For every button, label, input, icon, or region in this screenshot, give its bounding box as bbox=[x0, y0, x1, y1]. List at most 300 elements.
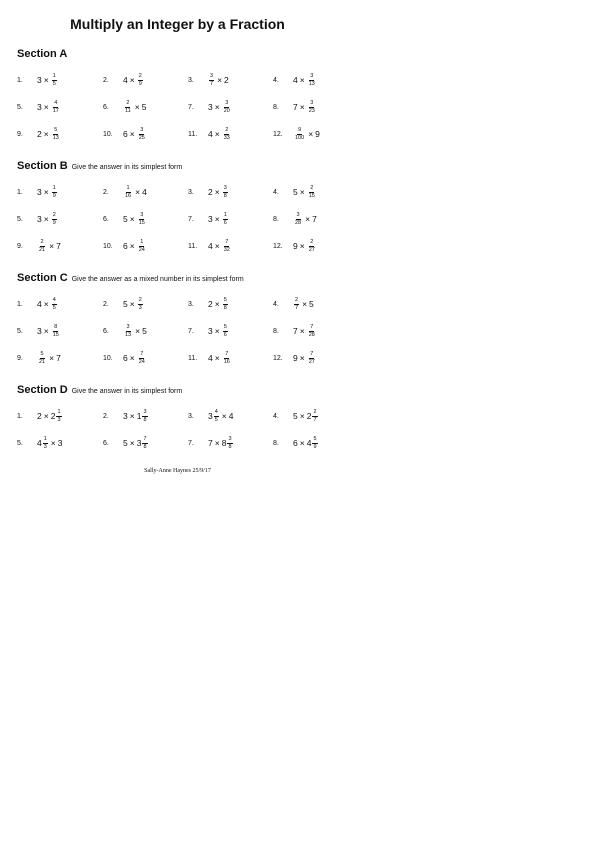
question-number: 10. bbox=[103, 130, 113, 138]
question-item bbox=[17, 95, 101, 119]
whole-number: 3 bbox=[208, 214, 213, 224]
question-item bbox=[188, 292, 272, 316]
fraction bbox=[223, 127, 231, 142]
times-sign: × bbox=[308, 129, 314, 139]
whole-number: 9 bbox=[293, 353, 298, 363]
denominator: 5 bbox=[52, 304, 56, 311]
denominator: 8 bbox=[143, 416, 147, 423]
times-sign: × bbox=[135, 326, 141, 336]
fraction bbox=[312, 409, 317, 424]
question-expression bbox=[293, 324, 317, 339]
denominator: 13 bbox=[125, 331, 132, 338]
question-expression bbox=[208, 73, 229, 88]
question-item bbox=[17, 346, 101, 370]
times-sign: × bbox=[214, 326, 220, 336]
question-item bbox=[188, 319, 272, 343]
numerator: 5 bbox=[54, 126, 58, 133]
question-number: 11. bbox=[188, 130, 198, 138]
numerator: 4 bbox=[214, 408, 218, 415]
fraction bbox=[223, 297, 228, 312]
times-sign: × bbox=[214, 438, 220, 448]
times-sign: × bbox=[129, 411, 135, 421]
whole-number: 2 bbox=[50, 411, 56, 421]
whole-number: 5 bbox=[293, 187, 298, 197]
numerator: 7 bbox=[310, 323, 314, 330]
question-number: 4. bbox=[273, 188, 279, 196]
denominator: 33 bbox=[223, 134, 230, 141]
times-sign: × bbox=[217, 75, 223, 85]
question-expression bbox=[293, 436, 319, 451]
times-sign: × bbox=[299, 353, 305, 363]
times-sign: × bbox=[50, 438, 56, 448]
numerator: 1 bbox=[140, 238, 144, 245]
question-number: 4. bbox=[273, 412, 279, 420]
fraction bbox=[52, 185, 57, 200]
question-item bbox=[103, 292, 187, 316]
fraction bbox=[38, 351, 46, 366]
numerator: 8 bbox=[54, 323, 58, 330]
question-item bbox=[273, 404, 357, 428]
question-number: 2. bbox=[103, 188, 109, 196]
question-number: 7. bbox=[188, 327, 194, 335]
question-expression bbox=[208, 100, 232, 115]
denominator: 3 bbox=[57, 416, 61, 423]
numerator: 5 bbox=[223, 323, 227, 330]
numerator: 1 bbox=[57, 408, 61, 415]
times-sign: × bbox=[43, 129, 49, 139]
denominator: 27 bbox=[308, 358, 315, 365]
question-item bbox=[103, 95, 187, 119]
times-sign: × bbox=[214, 353, 220, 363]
question-item bbox=[273, 122, 357, 146]
whole-number: 4 bbox=[306, 438, 312, 448]
denominator: 16 bbox=[125, 192, 132, 199]
question-expression bbox=[123, 239, 147, 254]
question-number: 3. bbox=[188, 188, 194, 196]
times-sign: × bbox=[299, 411, 305, 421]
question-expression bbox=[123, 324, 147, 339]
denominator: 6 bbox=[223, 219, 227, 226]
question-item bbox=[103, 431, 187, 455]
denominator: 17 bbox=[52, 107, 59, 114]
section-name: Section C bbox=[17, 272, 68, 284]
whole-number: 4 bbox=[208, 241, 213, 251]
denominator: 11 bbox=[125, 107, 131, 114]
denominator: 23 bbox=[308, 107, 315, 114]
denominator: 28 bbox=[295, 219, 302, 226]
question-number: 9. bbox=[17, 354, 23, 362]
question-item bbox=[273, 180, 357, 204]
question-expression bbox=[37, 409, 63, 424]
question-item bbox=[17, 207, 101, 231]
denominator: 15 bbox=[138, 219, 145, 226]
denominator: 8 bbox=[223, 192, 227, 199]
fraction bbox=[142, 436, 147, 451]
question-number: 6. bbox=[103, 327, 109, 335]
question-item bbox=[17, 122, 101, 146]
question-expression bbox=[293, 212, 317, 227]
whole-number: 4 bbox=[142, 187, 147, 197]
fraction bbox=[142, 409, 147, 424]
denominator: 100 bbox=[295, 134, 305, 141]
question-number: 5. bbox=[17, 327, 23, 335]
denominator: 9 bbox=[52, 192, 56, 199]
whole-number: 9 bbox=[293, 241, 298, 251]
question-item bbox=[273, 346, 357, 370]
whole-number: 4 bbox=[37, 299, 42, 309]
question-number: 1. bbox=[17, 188, 23, 196]
fraction bbox=[308, 351, 316, 366]
question-item bbox=[17, 234, 101, 258]
question-expression bbox=[123, 73, 144, 88]
numerator: 1 bbox=[126, 184, 130, 191]
question-item bbox=[103, 207, 187, 231]
section-name: Section D bbox=[17, 384, 68, 396]
times-sign: × bbox=[214, 102, 220, 112]
question-item bbox=[188, 180, 272, 204]
whole-number: 3 bbox=[208, 326, 213, 336]
question-number: 12. bbox=[273, 130, 283, 138]
numerator: 2 bbox=[126, 99, 130, 106]
numerator: 5 bbox=[223, 296, 227, 303]
whole-number: 4 bbox=[123, 75, 128, 85]
fraction bbox=[52, 297, 57, 312]
question-expression bbox=[208, 239, 232, 254]
denominator: 24 bbox=[138, 246, 145, 253]
fraction bbox=[56, 409, 61, 424]
question-expression bbox=[293, 351, 317, 366]
whole-number: 3 bbox=[37, 102, 42, 112]
times-sign: × bbox=[129, 438, 135, 448]
question-number: 6. bbox=[103, 439, 109, 447]
whole-number: 4 bbox=[228, 411, 234, 421]
question-expression bbox=[123, 436, 149, 451]
fraction bbox=[138, 239, 146, 254]
denominator: 3 bbox=[138, 304, 142, 311]
numerator: 3 bbox=[225, 99, 229, 106]
whole-number: 3 bbox=[208, 411, 213, 421]
denominator: 16 bbox=[223, 358, 230, 365]
fraction bbox=[308, 73, 316, 88]
question-expression bbox=[293, 185, 317, 200]
question-number: 1. bbox=[17, 76, 23, 84]
whole-number: 2 bbox=[306, 411, 312, 421]
whole-number: 3 bbox=[123, 411, 128, 421]
numerator: 3 bbox=[140, 211, 144, 218]
whole-number: 6 bbox=[123, 353, 128, 363]
section-d bbox=[17, 380, 577, 450]
fraction bbox=[43, 436, 48, 451]
times-sign: × bbox=[43, 187, 49, 197]
fraction bbox=[223, 100, 231, 115]
section-name: Section B bbox=[17, 160, 68, 172]
whole-number: 7 bbox=[56, 241, 61, 251]
fraction bbox=[294, 212, 302, 227]
whole-number: 5 bbox=[141, 102, 147, 112]
denominator: 15 bbox=[308, 192, 315, 199]
times-sign: × bbox=[299, 438, 305, 448]
question-expression bbox=[208, 297, 229, 312]
whole-number: 4 bbox=[37, 438, 42, 448]
question-number: 8. bbox=[273, 215, 279, 223]
times-sign: × bbox=[305, 214, 311, 224]
times-sign: × bbox=[214, 299, 220, 309]
denominator: 13 bbox=[308, 80, 315, 87]
question-number: 4. bbox=[273, 76, 279, 84]
fraction bbox=[52, 100, 60, 115]
question-expression bbox=[37, 436, 63, 451]
question-number: 12. bbox=[273, 354, 283, 362]
question-expression bbox=[123, 297, 144, 312]
fraction bbox=[52, 127, 60, 142]
denominator: 6 bbox=[223, 331, 227, 338]
section-c bbox=[17, 268, 577, 365]
whole-number: 5 bbox=[123, 299, 128, 309]
question-expression bbox=[37, 297, 58, 312]
times-sign: × bbox=[43, 102, 49, 112]
question-number: 7. bbox=[188, 439, 194, 447]
numerator: 3 bbox=[296, 211, 300, 218]
section-instruction: Give the answer as a mixed number in its simplest form bbox=[71, 276, 244, 283]
question-expression bbox=[293, 239, 317, 254]
denominator: 8 bbox=[223, 304, 227, 311]
whole-number: 7 bbox=[208, 438, 213, 448]
numerator: 2 bbox=[138, 296, 142, 303]
fraction bbox=[209, 73, 214, 88]
whole-number: 5 bbox=[123, 214, 128, 224]
question-number: 8. bbox=[273, 439, 279, 447]
denominator: 24 bbox=[138, 358, 145, 365]
fraction bbox=[138, 351, 146, 366]
times-sign: × bbox=[299, 326, 305, 336]
section-heading bbox=[17, 268, 577, 286]
numerator: 2 bbox=[138, 72, 142, 79]
whole-number: 5 bbox=[293, 411, 298, 421]
times-sign: × bbox=[299, 187, 305, 197]
times-sign: × bbox=[129, 241, 135, 251]
question-item bbox=[273, 95, 357, 119]
times-sign: × bbox=[221, 411, 227, 421]
whole-number: 2 bbox=[208, 299, 213, 309]
numerator: 2 bbox=[295, 296, 299, 303]
question-number: 11. bbox=[188, 242, 198, 250]
fraction bbox=[124, 185, 132, 200]
denominator: 5 bbox=[214, 416, 218, 423]
numerator: 3 bbox=[228, 435, 232, 442]
question-expression bbox=[293, 127, 320, 142]
question-item bbox=[188, 234, 272, 258]
question-item bbox=[103, 180, 187, 204]
numerator: 1 bbox=[43, 435, 47, 442]
fraction bbox=[138, 297, 143, 312]
whole-number: 3 bbox=[37, 187, 42, 197]
question-number: 6. bbox=[103, 215, 109, 223]
question-item bbox=[188, 68, 272, 92]
numerator: 7 bbox=[140, 350, 144, 357]
times-sign: × bbox=[129, 75, 135, 85]
section-heading bbox=[17, 44, 577, 62]
whole-number: 3 bbox=[37, 75, 42, 85]
fraction bbox=[223, 239, 231, 254]
numerator: 5 bbox=[40, 350, 44, 357]
times-sign: × bbox=[214, 214, 220, 224]
whole-number: 1 bbox=[136, 411, 142, 421]
numerator: 3 bbox=[126, 323, 130, 330]
question-item bbox=[17, 319, 101, 343]
times-sign: × bbox=[214, 187, 220, 197]
question-expression bbox=[37, 324, 61, 339]
numerator: 1 bbox=[52, 184, 56, 191]
whole-number: 2 bbox=[37, 411, 42, 421]
question-expression bbox=[208, 351, 232, 366]
fraction bbox=[52, 324, 60, 339]
numerator: 3 bbox=[310, 72, 314, 79]
numerator: 1 bbox=[223, 211, 227, 218]
question-item bbox=[17, 180, 101, 204]
question-item bbox=[273, 234, 357, 258]
question-number: 2. bbox=[103, 76, 109, 84]
times-sign: × bbox=[43, 299, 49, 309]
question-number: 10. bbox=[103, 354, 113, 362]
question-item bbox=[273, 319, 357, 343]
whole-number: 9 bbox=[315, 129, 320, 139]
times-sign: × bbox=[134, 102, 140, 112]
question-number: 9. bbox=[17, 242, 23, 250]
fraction bbox=[223, 351, 231, 366]
section-b bbox=[17, 156, 577, 253]
question-number: 1. bbox=[17, 412, 23, 420]
question-expression bbox=[293, 297, 314, 312]
question-expression bbox=[208, 409, 234, 424]
numerator: 4 bbox=[54, 99, 58, 106]
denominator: 27 bbox=[308, 246, 315, 253]
author-credit: Sally-Anne Haynes 25/9/17 bbox=[144, 468, 211, 474]
question-item bbox=[273, 68, 357, 92]
fraction bbox=[308, 185, 316, 200]
denominator: 32 bbox=[223, 246, 230, 253]
question-number: 3. bbox=[188, 300, 194, 308]
question-expression bbox=[37, 239, 61, 254]
section-heading bbox=[17, 156, 577, 174]
times-sign: × bbox=[129, 299, 135, 309]
fraction bbox=[308, 239, 316, 254]
fraction bbox=[223, 212, 228, 227]
denominator: 7 bbox=[210, 80, 214, 87]
whole-number: 8 bbox=[221, 438, 227, 448]
question-item bbox=[188, 431, 272, 455]
whole-number: 6 bbox=[293, 438, 298, 448]
denominator: 7 bbox=[313, 416, 317, 423]
fraction bbox=[124, 324, 132, 339]
question-number: 5. bbox=[17, 439, 23, 447]
fraction bbox=[294, 127, 305, 142]
fraction bbox=[308, 100, 316, 115]
numerator: 9 bbox=[298, 126, 302, 133]
whole-number: 3 bbox=[57, 438, 63, 448]
question-expression bbox=[208, 324, 229, 339]
fraction bbox=[52, 73, 57, 88]
denominator: 7 bbox=[295, 304, 299, 311]
question-expression bbox=[123, 100, 146, 115]
question-item bbox=[188, 95, 272, 119]
whole-number: 7 bbox=[293, 102, 298, 112]
whole-number: 5 bbox=[309, 299, 314, 309]
times-sign: × bbox=[43, 326, 49, 336]
denominator: 9 bbox=[138, 80, 142, 87]
question-expression bbox=[123, 351, 147, 366]
numerator: 7 bbox=[225, 350, 229, 357]
denominator: 13 bbox=[52, 134, 59, 141]
numerator: 2 bbox=[40, 238, 44, 245]
fraction bbox=[38, 239, 46, 254]
whole-number: 3 bbox=[37, 214, 42, 224]
question-expression bbox=[37, 351, 61, 366]
whole-number: 5 bbox=[142, 326, 147, 336]
section-a bbox=[17, 44, 577, 141]
question-expression bbox=[293, 73, 317, 88]
numerator: 3 bbox=[210, 72, 214, 79]
times-sign: × bbox=[129, 129, 135, 139]
section-name: Section A bbox=[17, 48, 68, 60]
fraction bbox=[124, 100, 132, 115]
fraction bbox=[312, 436, 317, 451]
question-item bbox=[103, 68, 187, 92]
fraction bbox=[223, 185, 228, 200]
question-expression bbox=[37, 212, 58, 227]
denominator: 3 bbox=[43, 443, 47, 450]
fraction bbox=[294, 297, 299, 312]
denominator: 21 bbox=[39, 358, 46, 365]
question-expression bbox=[123, 212, 147, 227]
numerator: 1 bbox=[52, 72, 56, 79]
times-sign: × bbox=[214, 241, 220, 251]
question-number: 2. bbox=[103, 300, 109, 308]
question-number: 12. bbox=[273, 242, 283, 250]
whole-number: 6 bbox=[123, 129, 128, 139]
question-expression bbox=[208, 212, 229, 227]
numerator: 7 bbox=[225, 238, 229, 245]
times-sign: × bbox=[43, 214, 49, 224]
denominator: 5 bbox=[52, 80, 56, 87]
times-sign: × bbox=[299, 241, 305, 251]
times-sign: × bbox=[49, 353, 55, 363]
question-number: 7. bbox=[188, 215, 194, 223]
times-sign: × bbox=[299, 102, 305, 112]
times-sign: × bbox=[43, 75, 49, 85]
whole-number: 3 bbox=[208, 102, 213, 112]
question-item bbox=[17, 292, 101, 316]
whole-number: 2 bbox=[224, 75, 229, 85]
question-number: 8. bbox=[273, 103, 279, 111]
question-number: 5. bbox=[17, 215, 23, 223]
numerator: 5 bbox=[313, 435, 317, 442]
numerator: 2 bbox=[310, 238, 314, 245]
section-instruction: Give the answer in its simplest form bbox=[71, 388, 183, 395]
denominator: 21 bbox=[39, 246, 46, 253]
section-heading bbox=[17, 380, 577, 398]
question-item bbox=[188, 404, 272, 428]
whole-number: 7 bbox=[56, 353, 61, 363]
numerator: 3 bbox=[140, 126, 144, 133]
question-expression bbox=[37, 100, 61, 115]
question-number: 3. bbox=[188, 76, 194, 84]
question-number: 10. bbox=[103, 242, 113, 250]
question-number: 2. bbox=[103, 412, 109, 420]
question-item bbox=[273, 292, 357, 316]
whole-number: 2 bbox=[37, 129, 42, 139]
question-expression bbox=[208, 127, 232, 142]
question-item bbox=[103, 234, 187, 258]
